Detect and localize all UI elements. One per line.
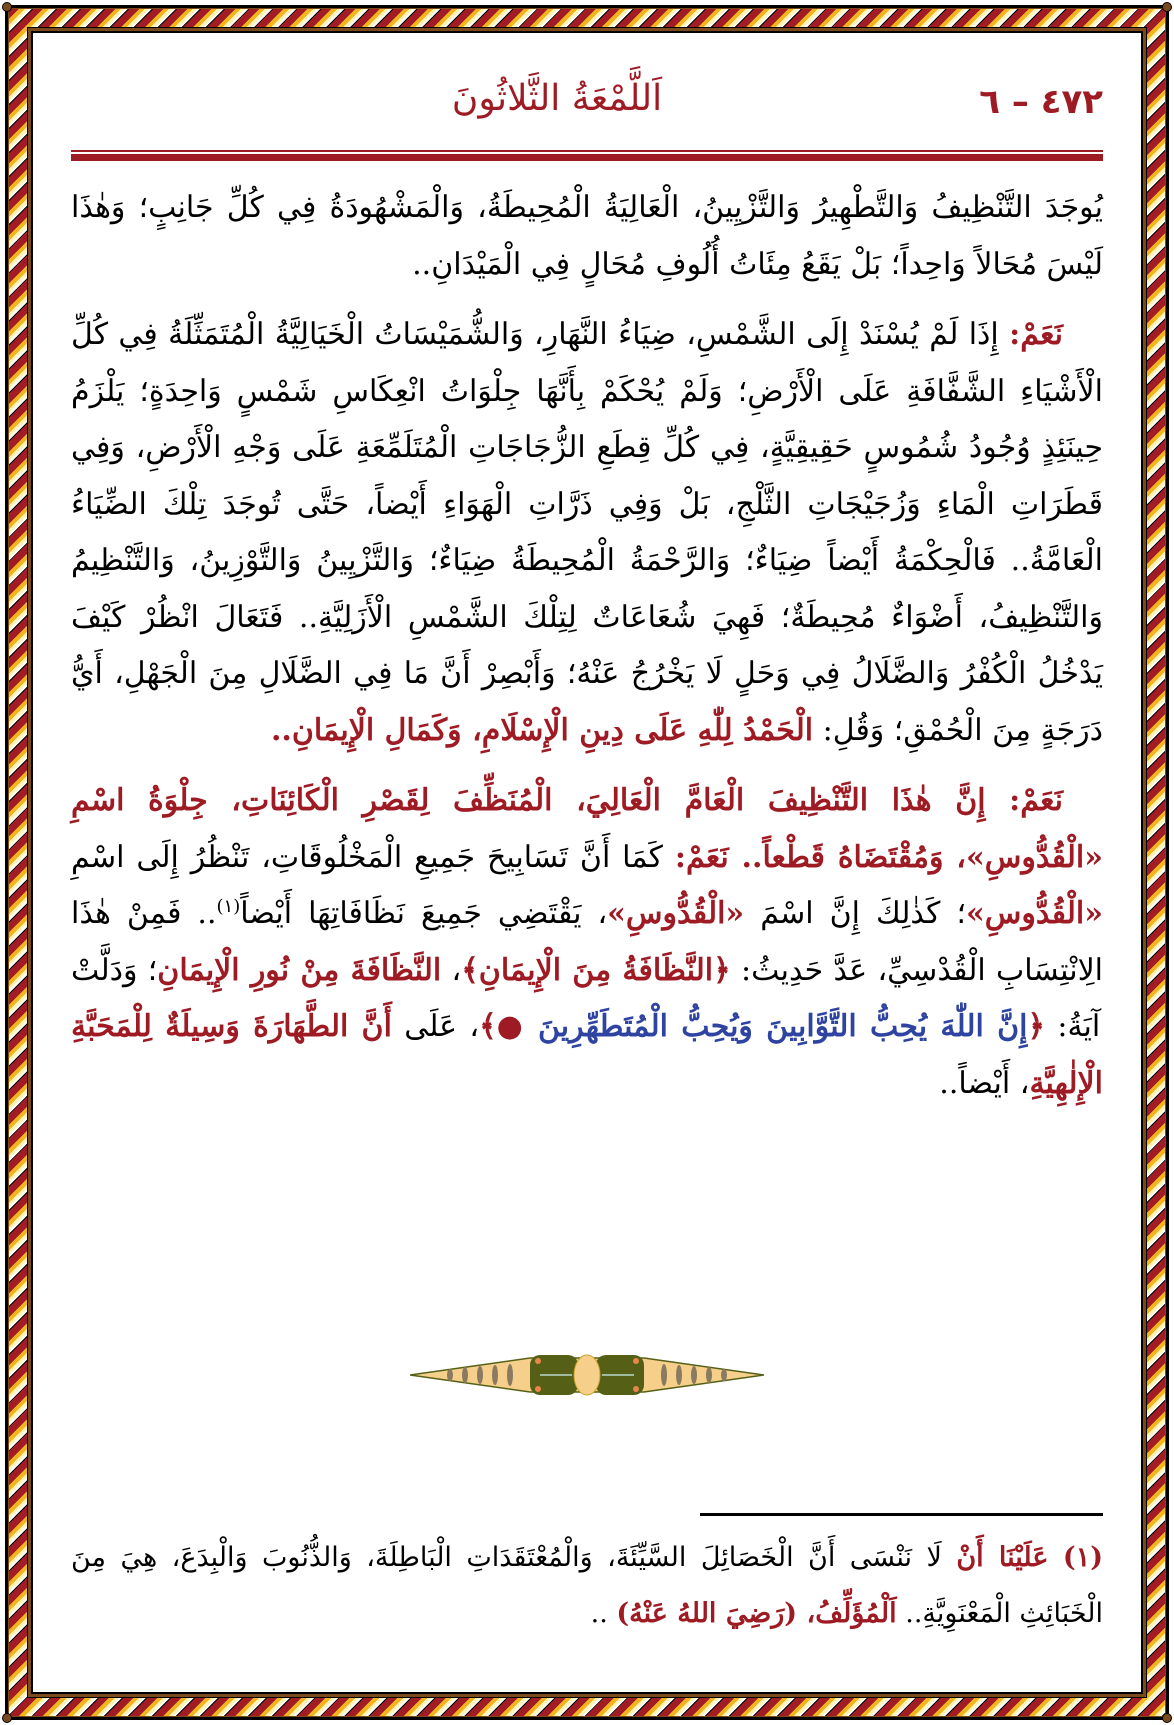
frame-corner-knob xyxy=(2,2,12,12)
paragraph-text: ، أَيْضاً.. xyxy=(939,1065,1030,1101)
footnote-author: اَلْمُؤَلِّفُ xyxy=(815,1598,897,1629)
footnote-text: لَا نَنْسَى أَنَّ الْخَصَائِلَ السَّيِّئَةَ، وَالْمُعْتَقَدَاتِ الْبَاطِلَةَ، وَالذُّنُوبَ وَالْبِدَعَ، هِيَ مِنَ الْخَبَائِثِ الْمَعْنَوِيَّةِ.. xyxy=(71,1542,1103,1629)
footnote-honorific: ، (رَضِيَ اللهُ عَنْهُ) xyxy=(616,1598,816,1629)
divider-ornament-icon xyxy=(410,1350,764,1400)
paragraph-lead: نَعَمْ: xyxy=(1009,317,1063,352)
paragraph-text: ؛ وَدَلَّتْ آيَةُ: xyxy=(71,952,1101,1044)
verse-end-mark-icon: ● xyxy=(496,1009,526,1044)
paragraph-text: إِذَا لَمْ يُسْنَدْ إِلَى الشَّمْسِ، ضِيَاءُ النَّهَارِ، وَالشُّمَيْسَاتُ الْخَيَالِيَّةُ الْمُتَمَثِّلَةُ فِي كُلِّ الْأَشْيَاءِ الشَّفَّافَةِ عَلَى الْأَرْضِ؛ وَلَمْ يُحْكَمْ بِأَنَّهَا جِلْوَاتُ انْعِكَاسِ شَمْسٍ وَاحِدَةٍ؛ يَلْزَمُ حِينَئِذٍ وُجُودُ شُمُوسٍ حَقِيقِيَّةٍ، فِي كُلِّ قِطَعِ الزُّجَاجَاتِ الْمُتَلَمِّعَةِ عَلَى وَجْهِ الْأَرْضِ، وَفِي قَطَرَاتِ الْمَاءِ وَزُجَيْجَاتِ الثَّلْجِ، بَلْ وَفِي ذَرَّاتِ الْهَوَاءِ أَيْضاً، حَتَّى تُوجَدَ تِلْكَ الضِّيَاءُ الْعَامَّةُ.. فَالْحِكْمَةُ أَيْضاً ضِيَاءٌ؛ وَالرَّحْمَةُ الْمُحِيطَةُ ضِيَاءٌ؛ وَالتَّزْيِينُ وَالتَّوْزِينُ، وَالتَّنْظِيمُ وَالتَّنْظِيفُ، أَضْوَاءٌ مُحِيطَةٌ؛ فَهِيَ شُعَاعَاتٌ لِتِلْكَ الشَّمْسِ الْأَزَلِيَّةِ.. فَتَعَالَ انْظُرْ كَيْفَ يَدْخُلُ الْكُفْرُ وَالضَّلَالُ فِي وَحَلٍ لَا يَخْرُجُ عَنْهُ؛ وَأَبْصِرْ أَنَّ مَا فِي الضَّلَالِ مِنَ الْجَهْلِ، أَيُّ دَرَجَةٍ مِنَ الْحُمْقِ؛ وَقُلِ: xyxy=(71,317,1103,748)
header-rule-thick xyxy=(71,154,1103,161)
paragraph-lead: نَعَمْ: إِنَّ هٰذَا التَّنْظِيفَ الْعَامَّ الْعَالِيَ، الْمُنَظِّفَ لِقَصْرِ الْكَائِنَاتِ، جِلْوَةُ اسْمِ «الْقُدُّوسِ»، وَمُقْتَضَاهُ قَطْعاً.. نَعَمْ: xyxy=(71,783,1104,875)
quran-verse: إِنَّ اللّٰهَ يُحِبُّ التَّوَّابِينَ وَيُحِبُّ الْمُتَطَهِّرِينَ xyxy=(537,1009,1028,1044)
hadith-quote: النَّظَافَةُ مِنَ الْإِيمَانِ xyxy=(478,952,714,988)
hadith-variant: النَّظَافَةَ مِنْ نُورِ الْإِيمَانِ xyxy=(157,952,442,988)
hadith-bracket-close-icon: ﴾ xyxy=(461,952,479,988)
page-header xyxy=(71,78,1103,138)
divine-name-quds: «الْقُدُّوسِ» xyxy=(965,896,1103,931)
frame-corner-knob xyxy=(1162,1713,1172,1723)
frame-corner-knob xyxy=(2,1713,12,1723)
footnote xyxy=(71,1530,1103,1642)
verse-bracket-open-icon: ﴿ xyxy=(1027,1009,1046,1044)
paragraph-text: كَمَا أَنَّ تَسَابِيحَ جَمِيعِ الْمَخْلُوقَاتِ، تَنْظُرُ إِلَى اسْمِ xyxy=(71,839,675,875)
hadith-bracket-open-icon: ﴿ xyxy=(713,952,731,988)
paragraph-text: ، عَلَى xyxy=(391,1009,480,1044)
footnote-reference[interactable]: (١) xyxy=(216,896,241,917)
footnote-lead: عَلَيْنَا أَنْ xyxy=(956,1542,1049,1573)
paragraph-text: ، يَقْتَضِي جَمِيعَ نَظَافَاتِهَا أَيْضاً xyxy=(240,896,608,931)
closing-praise: الْحَمْدُ لِلّٰهِ عَلَى دِينِ الْإِسْلَامِ، وَكَمَالِ الْإِيمَانِ.. xyxy=(270,712,814,748)
verse-bracket-close-icon: ﴾ xyxy=(479,1009,497,1044)
body-text xyxy=(71,180,1103,1126)
conclusion-text: أَنَّ الطَّهَارَةَ وَسِيلَةٌ لِلْمَحَبَّةِ الْإِلٰهِيَّةِ xyxy=(71,1009,1103,1101)
divine-name-quds: «الْقُدُّوسِ» xyxy=(607,896,745,931)
page-number: ٤٧٢ – ٦ xyxy=(979,82,1103,122)
footnote-end: .. xyxy=(590,1598,617,1629)
header-rule-thin xyxy=(71,150,1103,152)
paragraph-2 xyxy=(71,307,1103,759)
paragraph-text: ؛ كَذٰلِكَ إِنَّ اسْمَ xyxy=(744,896,966,931)
paragraph-3 xyxy=(71,773,1103,1112)
frame-corner-knob xyxy=(1162,2,1172,12)
footnote-number: (١) xyxy=(1062,1542,1103,1573)
paragraph-text: .. فَمِنْ هٰذَا الِانْتِسَابِ الْقُدْسِيِّ، عَدَّ حَدِيثُ: xyxy=(71,896,1104,988)
page-title: اَللَّمْعَةُ الثَّلاثُونَ xyxy=(451,78,663,119)
paragraph-text: ، xyxy=(441,952,462,988)
paragraph-text: يُوجَدَ التَّنْظِيفُ وَالتَّطْهِيرُ وَالتَّزْيِينُ، الْعَالِيَةُ الْمُحِيطَةُ، وَالْمَشْهُودَةُ فِي كُلِّ جَانِبٍ؛ وَهٰذَا لَيْسَ مُحَالاً وَاحِداً؛ بَلْ يَقَعُ مِئَاتُ أُلُوفِ مُحَالٍ فِي الْمَيْدَانِ.. xyxy=(71,190,1103,282)
paragraph-1 xyxy=(71,180,1103,293)
footnote-separator xyxy=(700,1513,1103,1516)
